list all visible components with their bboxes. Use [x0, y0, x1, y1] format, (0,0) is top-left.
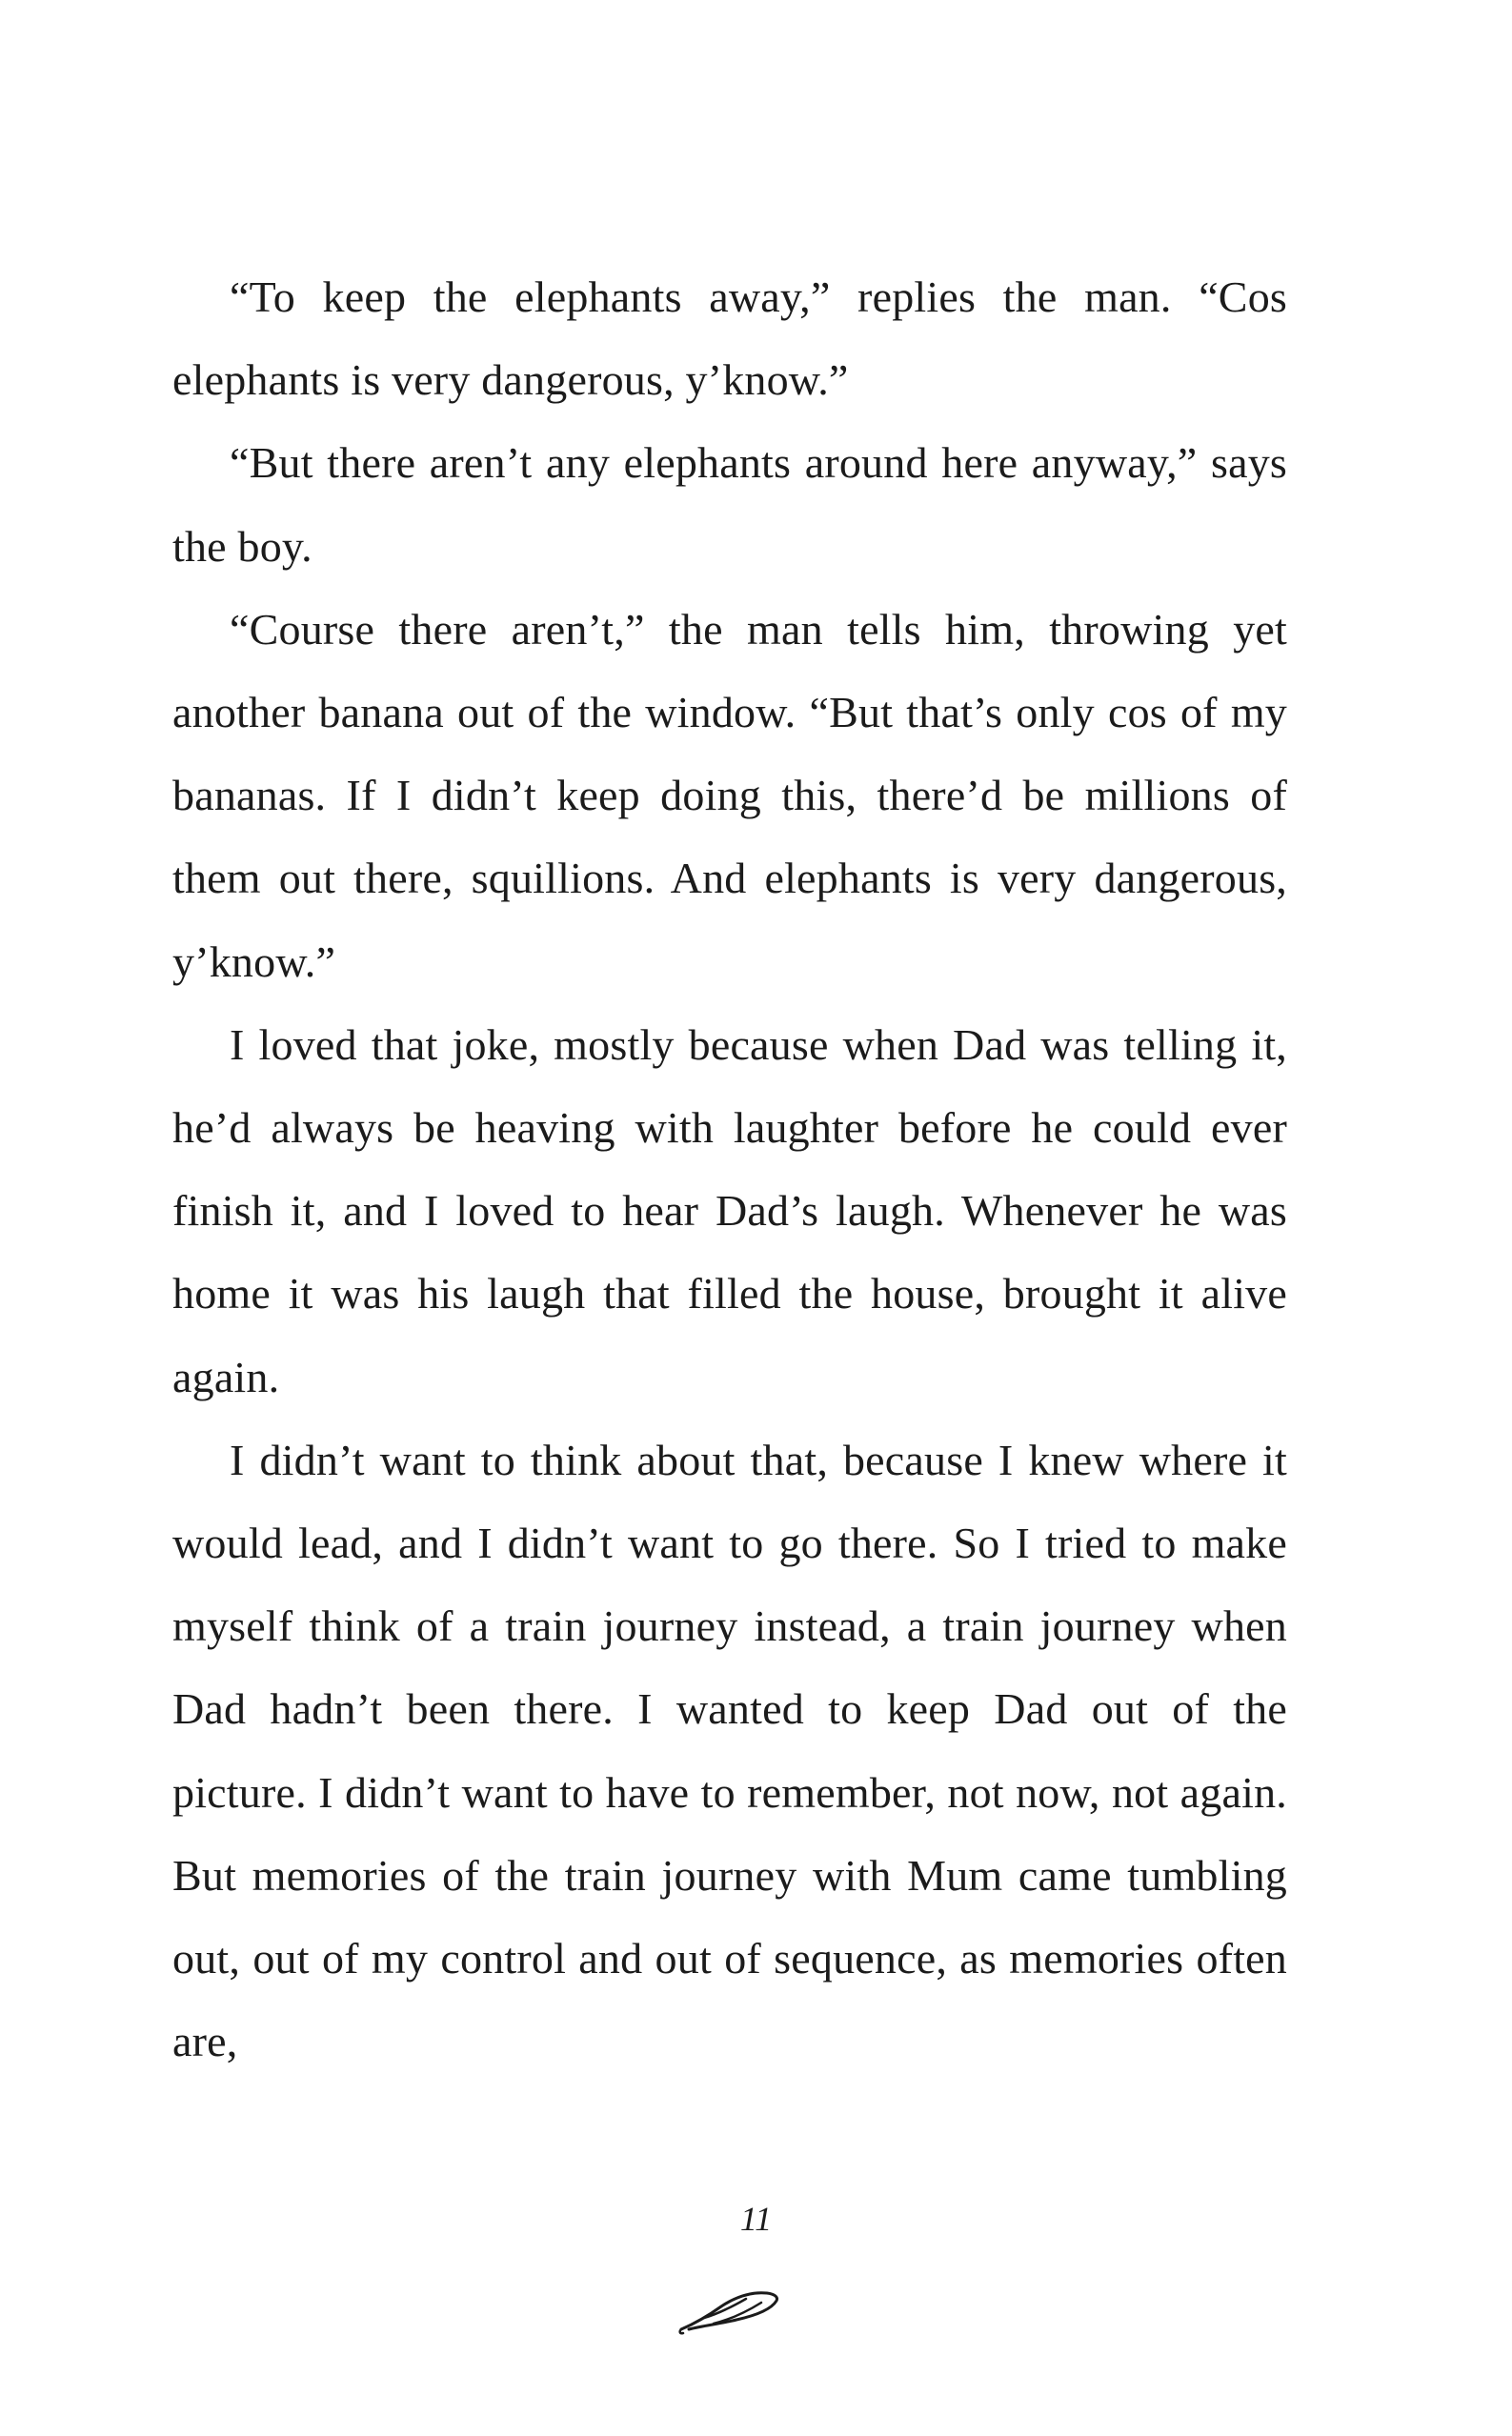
paragraph-3: “Course there aren’t,” the man tells him, throwing yet another banana out of the window. “But that’s only cos of my bananas. If I didn’t keep doing this, there’d be millions of them out there, squillions. And elephants is very dangerous, y’know.” — [172, 604, 1287, 986]
body-text — [172, 255, 1287, 2083]
paragraph-2: “But there aren’t any elephants around here anyway,” says the boy. — [172, 438, 1287, 571]
feather-leaf-icon — [675, 2282, 782, 2339]
paragraph-1: “To keep the elephants away,” replies the man. “Cos elephants is very dangerous, y’know.” — [172, 272, 1287, 405]
paragraph-5: I didn’t want to think about that, because I knew where it would lead, and I didn’t want to go there. So I tried to make myself think of a train journey instead, a train journey when Dad hadn’t been there. I wanted to keep Dad out of the picture. I didn’t want to have to remember, not now, not again. But memories of the train journey with Mum came tumbling out, out of my control and out of sequence, as memories often are, — [172, 1435, 1287, 2066]
page-number: 11 — [739, 2200, 773, 2238]
paragraph-4: I loved that joke, mostly because when Dad was telling it, he’d always be heaving with laughter before he could ever finish it, and I loved to hear Dad’s laugh. Whenever he was home it was his laugh that filled the house, brought it alive again. — [172, 1019, 1287, 1401]
